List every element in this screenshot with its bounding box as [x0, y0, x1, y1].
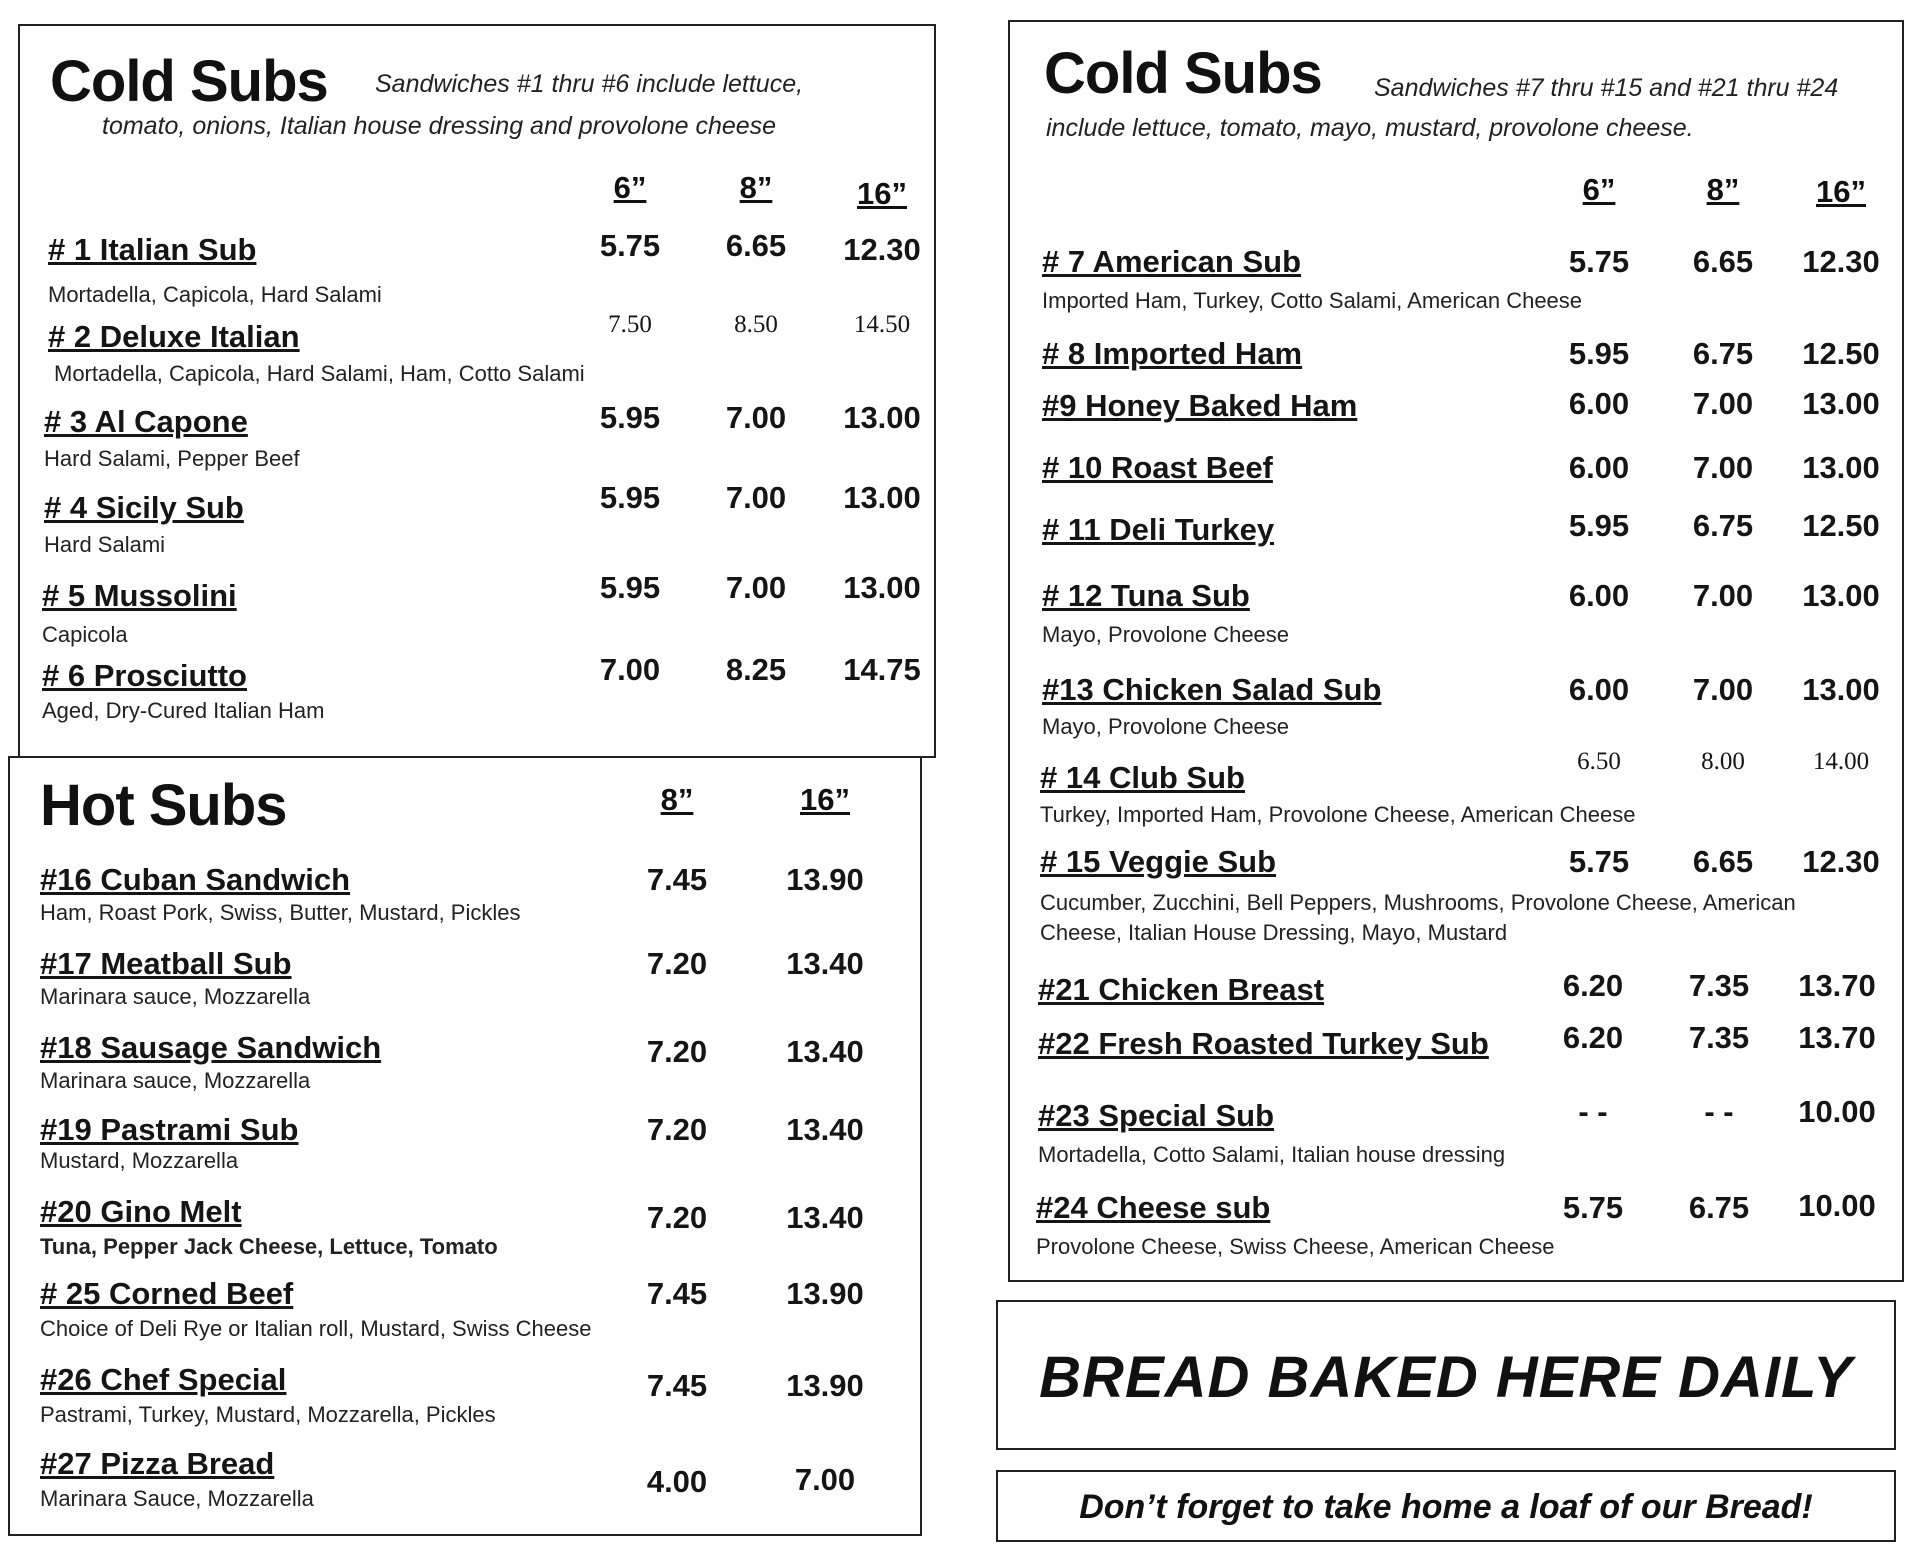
item-name: # 1 Italian Sub — [48, 232, 257, 267]
price-6: 6.50 — [1577, 748, 1621, 775]
item-name: # 3 Al Capone — [44, 404, 248, 439]
price-6: 5.95 — [599, 400, 661, 435]
hot-subs-panel — [8, 756, 922, 1536]
price-16: 13.40 — [786, 1112, 864, 1147]
price-6: 5.75 — [1568, 844, 1630, 879]
item-name: # 5 Mussolini — [42, 578, 237, 613]
size-header-8: 8” — [739, 170, 773, 205]
item-name: #24 Cheese sub — [1036, 1190, 1271, 1225]
size-header-6: 6” — [1582, 172, 1616, 207]
menu-item-5 — [20, 570, 934, 647]
price-16: 12.30 — [843, 232, 921, 267]
price-16: 7.00 — [794, 1462, 856, 1497]
section-note-line2: tomato, onions, Italian house dressing and provolone cheese — [102, 112, 777, 140]
price-8: 7.00 — [725, 400, 787, 435]
item-description: Mortadella, Cotto Salami, Italian house dressing — [1038, 1142, 1506, 1167]
item-description: Hard Salami, Pepper Beef — [44, 446, 300, 471]
item-description: Mayo, Provolone Cheese — [1042, 622, 1290, 647]
size-header-6: 6” — [613, 170, 647, 205]
menu-item-1 — [20, 228, 934, 307]
section-title: Cold Subs — [1044, 41, 1322, 106]
menu-item-4 — [20, 480, 934, 557]
menu-item-8 — [1010, 336, 1902, 371]
price-8: 6.75 — [1692, 508, 1754, 543]
item-name: #20 Gino Melt — [40, 1194, 242, 1229]
item-description: Imported Ham, Turkey, Cotto Salami, American Cheese — [1042, 288, 1583, 313]
price-16: 10.00 — [1798, 1094, 1876, 1129]
price-6: 5.95 — [1568, 508, 1630, 543]
menu-item-13 — [1010, 672, 1902, 739]
price-16: 14.00 — [1812, 748, 1870, 775]
item-description: Turkey, Imported Ham, Provolone Cheese, American Cheese — [1040, 802, 1636, 827]
price-8: 7.20 — [646, 1112, 708, 1147]
price-8: 6.75 — [1692, 336, 1754, 371]
price-6: 7.50 — [608, 311, 652, 338]
price-6: - - — [1578, 1094, 1608, 1129]
price-8: 7.35 — [1688, 968, 1750, 1003]
menu-item-21 — [1010, 968, 1902, 1007]
item-name: #19 Pastrami Sub — [40, 1112, 299, 1147]
price-8: 7.45 — [646, 1368, 708, 1403]
size-header-16: 16” — [800, 782, 850, 817]
price-6: 6.00 — [1568, 578, 1630, 613]
section-title: Cold Subs — [50, 49, 328, 114]
item-name: # 11 Deli Turkey — [1042, 512, 1275, 547]
price-8: 7.35 — [1688, 1020, 1750, 1055]
menu-item-27 — [10, 1446, 920, 1511]
menu-item-16 — [10, 862, 920, 925]
item-description: Marinara sauce, Mozzarella — [40, 984, 311, 1009]
banner-text: BREAD BAKED HERE DAILY — [1039, 1345, 1853, 1410]
menu-item-12 — [1010, 578, 1902, 647]
item-description: Marinara sauce, Mozzarella — [40, 1068, 311, 1093]
menu-item-10 — [1010, 450, 1902, 485]
section-title: Hot Subs — [40, 773, 287, 838]
price-16: 13.70 — [1798, 968, 1876, 1003]
item-description: Mortadella, Capicola, Hard Salami — [48, 282, 382, 307]
price-6: 5.75 — [599, 228, 661, 263]
price-6: 5.75 — [1562, 1190, 1624, 1225]
price-16: 13.00 — [1802, 450, 1880, 485]
price-8: 7.20 — [646, 1034, 708, 1069]
menu-item-15 — [1010, 844, 1902, 945]
item-name: # 7 American Sub — [1042, 244, 1302, 279]
menu-item-23 — [1010, 1094, 1902, 1167]
item-description: Hard Salami — [44, 532, 166, 557]
item-description: Ham, Roast Pork, Swiss, Butter, Mustard, Pickles — [40, 900, 521, 925]
price-8: 6.75 — [1688, 1190, 1750, 1225]
price-16: 12.50 — [1802, 336, 1880, 371]
size-header-8: 8” — [660, 782, 694, 817]
price-6: 7.00 — [599, 652, 661, 687]
price-16: 13.40 — [786, 1034, 864, 1069]
price-16: 12.30 — [1802, 844, 1880, 879]
price-16: 13.00 — [1802, 672, 1880, 707]
price-16: 14.50 — [853, 311, 911, 338]
size-header-16: 16” — [857, 176, 907, 211]
item-description: Mortadella, Capicola, Hard Salami, Ham, Cotto Salami — [54, 361, 585, 386]
item-name: # 8 Imported Ham — [1042, 336, 1303, 371]
item-name: # 10 Roast Beef — [1042, 450, 1273, 485]
item-description: Mayo, Provolone Cheese — [1042, 714, 1290, 739]
cold-subs-left-panel — [18, 24, 936, 758]
cold-subs-right-panel — [1008, 20, 1904, 1282]
menu-item-26 — [10, 1362, 920, 1427]
item-description: Aged, Dry-Cured Italian Ham — [42, 698, 325, 723]
item-description: Pastrami, Turkey, Mustard, Mozzarella, Pickles — [40, 1402, 496, 1427]
item-name: # 4 Sicily Sub — [44, 490, 244, 525]
price-8: 7.20 — [646, 1200, 708, 1235]
menu-item-11 — [1010, 508, 1902, 547]
price-8: - - — [1704, 1094, 1734, 1129]
item-name: #26 Chef Special — [40, 1362, 287, 1397]
price-6: 5.95 — [1568, 336, 1630, 371]
price-8: 6.65 — [1692, 244, 1754, 279]
menu-item-3 — [20, 400, 934, 471]
price-8: 8.50 — [734, 311, 778, 338]
price-8: 7.00 — [725, 480, 787, 515]
menu-item-22 — [1010, 1020, 1902, 1061]
reminder-text: Don’t forget to take home a loaf of our Bread! — [1079, 1488, 1813, 1526]
item-description-continued: Cheese, Italian House Dressing, Mayo, Mustard — [1040, 920, 1508, 945]
price-16: 13.90 — [786, 1276, 864, 1311]
section-note-line1: Sandwiches #1 thru #6 include lettuce, — [375, 70, 804, 98]
item-name: # 12 Tuna Sub — [1042, 578, 1250, 613]
item-name: # 6 Prosciutto — [42, 658, 247, 693]
price-6: 5.95 — [599, 480, 661, 515]
size-header-16: 16” — [1816, 174, 1866, 209]
price-16: 10.00 — [1798, 1188, 1876, 1223]
price-8: 7.00 — [1692, 386, 1754, 421]
menu-item-17 — [10, 946, 920, 1009]
item-name: #18 Sausage Sandwich — [40, 1030, 382, 1065]
item-name: #16 Cuban Sandwich — [40, 862, 351, 897]
menu-item-6 — [20, 652, 934, 723]
price-16: 13.00 — [1802, 578, 1880, 613]
price-8: 7.00 — [1692, 578, 1754, 613]
menu-item-20 — [10, 1194, 920, 1259]
price-8: 6.65 — [725, 228, 787, 263]
price-6: 5.95 — [599, 570, 661, 605]
price-8: 7.20 — [646, 946, 708, 981]
item-name: #13 Chicken Salad Sub — [1042, 672, 1382, 707]
item-description: Provolone Cheese, Swiss Cheese, American Cheese — [1036, 1234, 1555, 1259]
price-6: 6.20 — [1562, 1020, 1624, 1055]
price-16: 13.40 — [786, 1200, 864, 1235]
item-name: #17 Meatball Sub — [40, 946, 292, 981]
bread-banner — [996, 1300, 1896, 1450]
price-16: 12.50 — [1802, 508, 1880, 543]
price-16: 13.00 — [1802, 386, 1880, 421]
price-16: 13.40 — [786, 946, 864, 981]
price-8: 7.00 — [1692, 672, 1754, 707]
price-8: 7.00 — [1692, 450, 1754, 485]
item-name: #9 Honey Baked Ham — [1042, 388, 1358, 423]
item-name: # 25 Corned Beef — [40, 1276, 294, 1311]
menu-item-2 — [20, 311, 934, 386]
item-name: # 2 Deluxe Italian — [48, 319, 300, 354]
price-8: 6.65 — [1692, 844, 1754, 879]
price-16: 12.30 — [1802, 244, 1880, 279]
price-8: 8.00 — [1701, 748, 1745, 775]
section-note-line2: include lettuce, tomato, mayo, mustard, provolone cheese. — [1046, 114, 1694, 142]
menu-item-25 — [10, 1276, 920, 1341]
menu-item-9 — [1010, 386, 1902, 423]
menu-item-19 — [10, 1112, 920, 1173]
bread-reminder — [996, 1470, 1896, 1542]
price-16: 13.00 — [843, 570, 921, 605]
section-note-line1: Sandwiches #7 thru #15 and #21 thru #24 — [1374, 74, 1839, 102]
price-6: 6.00 — [1568, 386, 1630, 421]
price-8: 7.45 — [646, 1276, 708, 1311]
price-16: 13.00 — [843, 400, 921, 435]
price-6: 6.00 — [1568, 672, 1630, 707]
price-16: 13.00 — [843, 480, 921, 515]
price-8: 8.25 — [725, 652, 787, 687]
price-6: 6.00 — [1568, 450, 1630, 485]
item-description: Capicola — [42, 622, 128, 647]
item-description: Choice of Deli Rye or Italian roll, Mustard, Swiss Cheese — [40, 1316, 592, 1341]
menu-item-24 — [1010, 1188, 1902, 1259]
item-name: #22 Fresh Roasted Turkey Sub — [1038, 1026, 1489, 1061]
price-16: 14.75 — [843, 652, 921, 687]
item-name: #23 Special Sub — [1038, 1098, 1275, 1133]
price-16: 13.90 — [786, 862, 864, 897]
price-16: 13.70 — [1798, 1020, 1876, 1055]
menu-item-14 — [1010, 748, 1902, 827]
item-description: Marinara Sauce, Mozzarella — [40, 1486, 314, 1511]
menu-item-18 — [10, 1030, 920, 1093]
price-6: 5.75 — [1568, 244, 1630, 279]
price-8: 7.00 — [725, 570, 787, 605]
price-6: 6.20 — [1562, 968, 1624, 1003]
item-name: # 14 Club Sub — [1040, 760, 1245, 795]
price-16: 13.90 — [786, 1368, 864, 1403]
size-header-8: 8” — [1706, 172, 1740, 207]
item-name: #27 Pizza Bread — [40, 1446, 275, 1481]
item-description: Cucumber, Zucchini, Bell Peppers, Mushrooms, Provolone Cheese, American — [1040, 890, 1796, 915]
price-8: 4.00 — [646, 1464, 708, 1499]
item-description: Tuna, Pepper Jack Cheese, Lettuce, Tomato — [40, 1234, 498, 1259]
item-name: #21 Chicken Breast — [1038, 972, 1325, 1007]
price-8: 7.45 — [646, 862, 708, 897]
item-description: Mustard, Mozzarella — [40, 1148, 239, 1173]
menu-item-7 — [1010, 244, 1902, 313]
item-name: # 15 Veggie Sub — [1040, 844, 1277, 879]
